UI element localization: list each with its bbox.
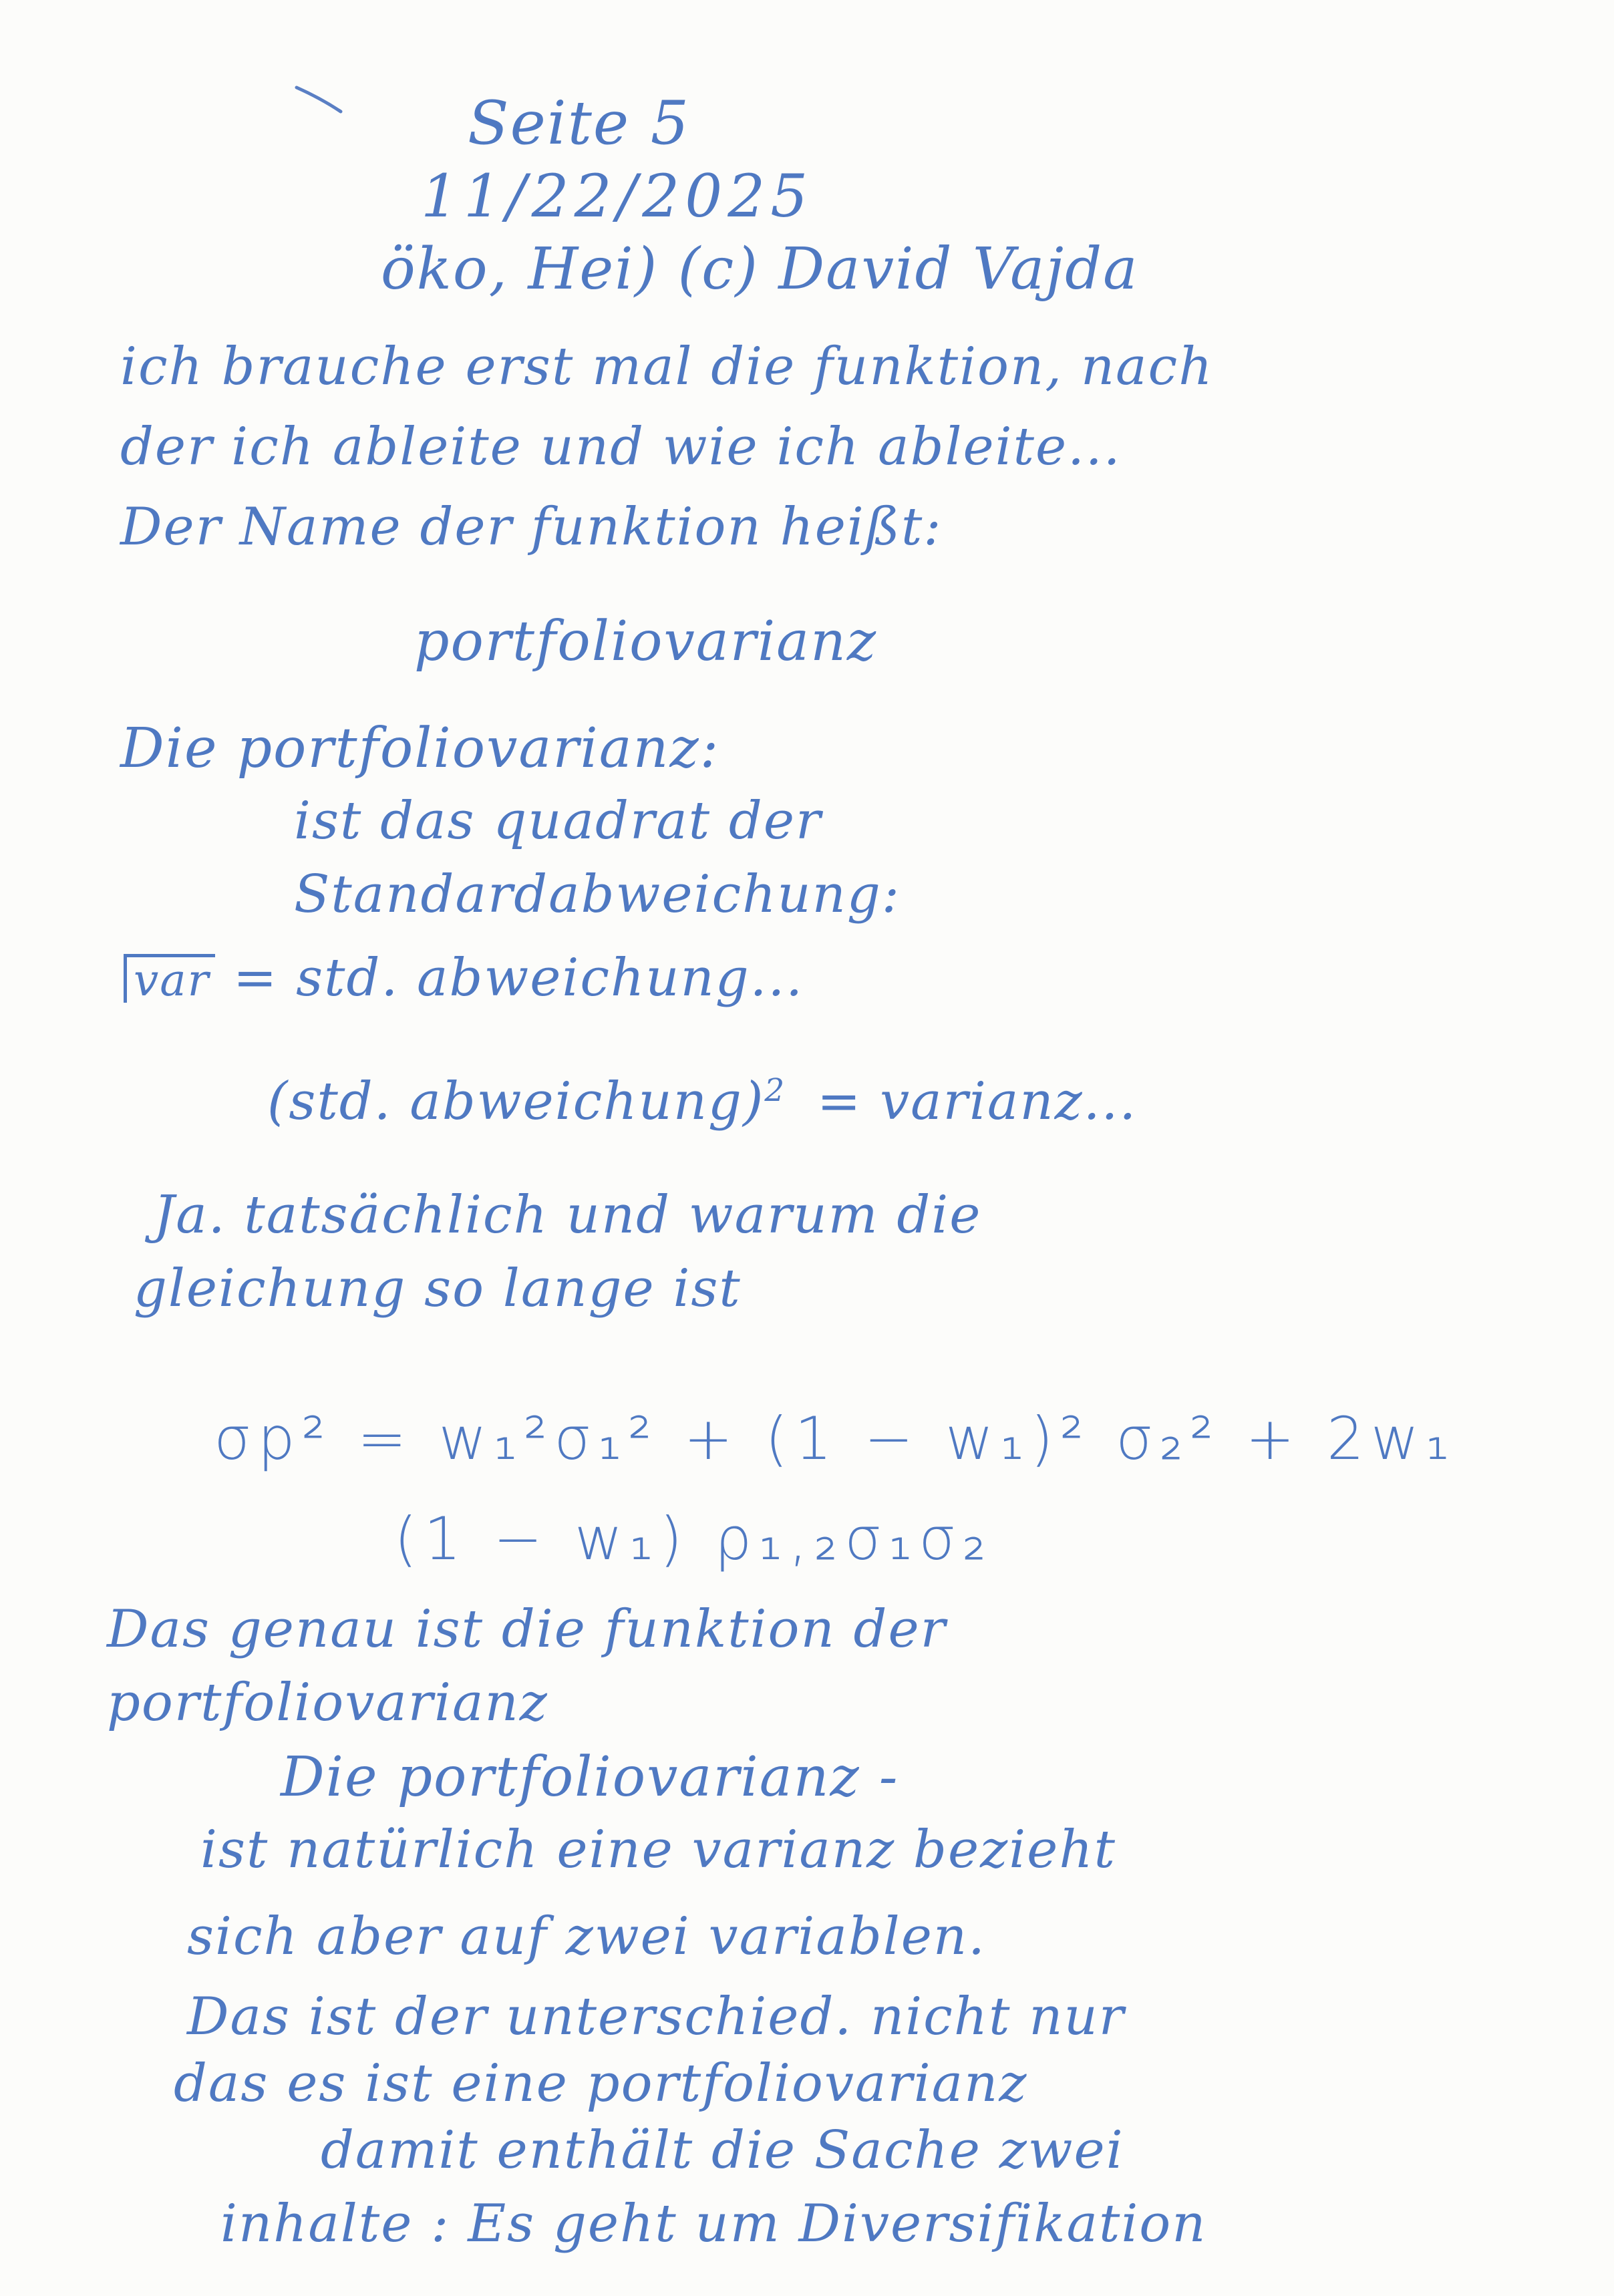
variance-line-exponent: 2 bbox=[764, 1073, 786, 1109]
page-date: 11/22/2025 bbox=[421, 162, 814, 230]
text-line-11: gleichung so lange ist bbox=[134, 1259, 742, 1319]
page-number: Seite 5 bbox=[468, 88, 690, 158]
text-line-18: das es ist eine portfoliovarianz bbox=[174, 2054, 1028, 2114]
sqrt-line bbox=[124, 948, 804, 1008]
text-line-4: portfoliovarianz bbox=[414, 610, 878, 673]
text-line-6: ist das quadrat der bbox=[294, 791, 822, 851]
variance-line bbox=[267, 1072, 1138, 1132]
text-line-15: ist natürlich eine varianz bezieht bbox=[200, 1820, 1116, 1880]
formula-line-1: σp² = w₁²σ₁² + (1 − w₁)² σ₂² + 2w₁ bbox=[214, 1404, 1456, 1473]
pen-stroke-mark bbox=[294, 84, 347, 117]
text-line-1: ich brauche erst mal die funktion, nach bbox=[120, 337, 1214, 397]
text-line-19: damit enthält die Sache zwei bbox=[321, 2120, 1124, 2180]
text-line-13: portfoliovarianz bbox=[107, 1673, 548, 1733]
text-line-14: Die portfoliovarianz - bbox=[281, 1746, 899, 1809]
page-subject: öko, Hei) (c) David Vajda bbox=[381, 236, 1139, 303]
text-line-3: Der Name der funktion heißt: bbox=[120, 497, 943, 557]
text-line-12: Das genau ist die funktion der bbox=[107, 1599, 947, 1659]
text-line-5: Die portfoliovarianz: bbox=[120, 717, 720, 780]
text-line-2: der ich ableite und wie ich ableite... bbox=[120, 417, 1122, 477]
text-line-7: Standardabweichung: bbox=[294, 864, 901, 925]
sqrt-line-text: = std. abweichung... bbox=[232, 948, 804, 1008]
variance-line-result: = varianz... bbox=[816, 1072, 1138, 1132]
text-line-10: Ja. tatsächlich und warum die bbox=[154, 1185, 982, 1245]
formula-line-2: (1 − w₁) ρ₁,₂σ₁σ₂ bbox=[394, 1504, 993, 1573]
text-line-16: sich aber auf zwei variablen. bbox=[187, 1907, 986, 1967]
variance-line-base: (std. abweichung) bbox=[267, 1072, 765, 1132]
sqrt-expression: var bbox=[124, 954, 215, 1003]
text-line-17: Das ist der unterschied. nicht nur bbox=[187, 1987, 1125, 2047]
text-line-20: inhalte : Es geht um Diversifikation bbox=[220, 2194, 1207, 2254]
